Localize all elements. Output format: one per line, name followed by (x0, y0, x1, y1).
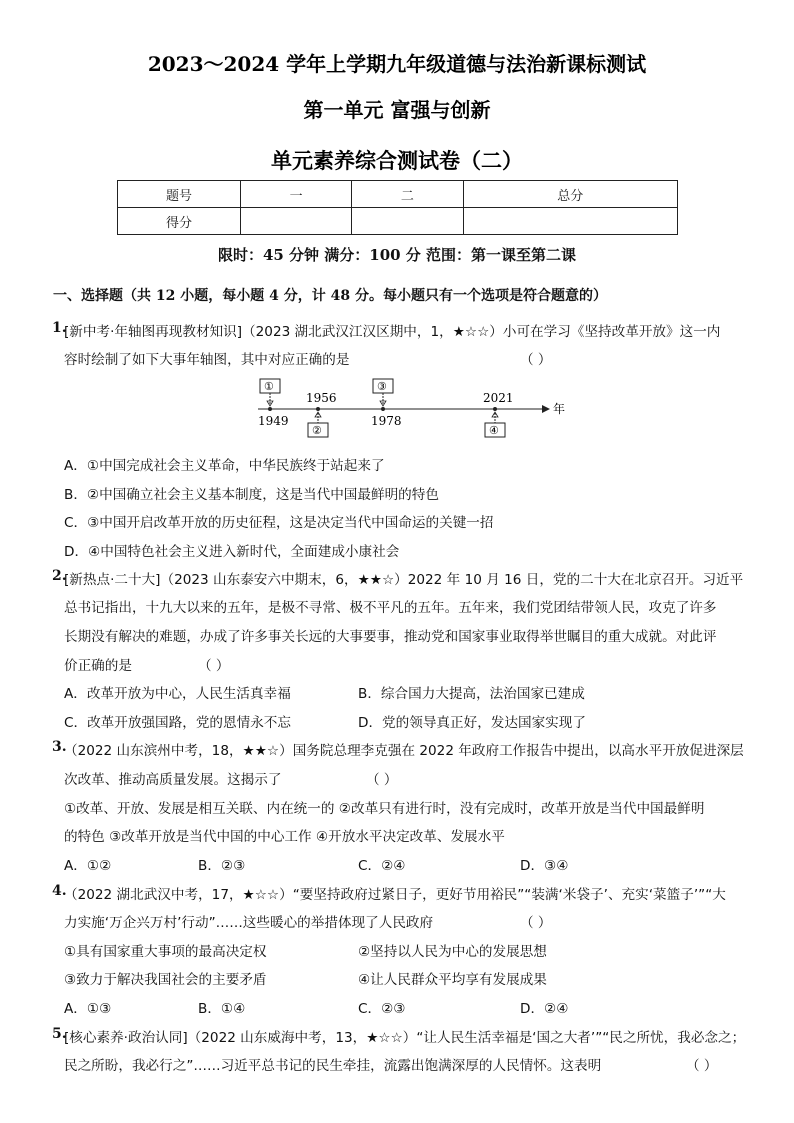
timeline-marker-1 (260, 379, 280, 406)
timeline-year: 2021 (483, 391, 514, 405)
option-d: D．③④ (520, 858, 569, 874)
question-text (64, 348, 754, 368)
option-b: B．综合国力大提高，法治国家已建成 (358, 686, 585, 702)
option-c: C．③中国开启改革开放的历史征程，这是决定当代中国命运的关键一招 (64, 515, 494, 531)
score-table-header-row (118, 181, 678, 208)
answer-paren: （ ） (198, 658, 230, 674)
question-number: 2. (52, 568, 67, 584)
question-text: 长期没有解决的难题，办成了许多事关长远的大事要事，推动党和国家事业取得举世瞩目的重大成就。对此评 (64, 629, 717, 645)
timeline-year: 1978 (371, 414, 402, 428)
score-cell (352, 208, 463, 235)
test-title: 单元素养综合测试卷（二） (271, 148, 523, 173)
question-text: 力实施‘万企兴万村’行动”……这些暖心的举措体现了人民政府 (64, 915, 434, 931)
option-d: D．④中国特色社会主义进入新时代，全面建成小康社会 (64, 544, 400, 560)
question-text: [新中考·年轴图再现教材知识]（2023 湖北武汉江汉区期中，1，★☆☆）小可在学习《坚持改革开放》这一内 (64, 324, 721, 340)
question-text: 总书记指出，十九大以来的五年，是极不寻常、极不平凡的五年。五年来，我们党团结带领人民，攻克了许多 (64, 600, 717, 616)
question-number: 5. (52, 1026, 67, 1042)
question-text: （2022 湖北武汉中考，17，★☆☆）“要坚持政府过紧日子，更好节用裕民”“装满‘米袋子’、充实‘菜篮子’”“大 (64, 887, 726, 903)
statement-3: ③致力于解决我国社会的主要矛盾 (64, 972, 267, 988)
score-cell (241, 208, 352, 235)
timeline-axis-label: 年 (553, 402, 566, 416)
statement-line: 的特色 ③改革开放是当代中国的中心工作 ④开放水平决定改革、发展水平 (64, 829, 505, 845)
question-text: （2022 山东滨州中考，18，★★☆）国务院总理李克强在 2022 年政府工作报告中提出，以高水平开放促进深层 (64, 743, 744, 759)
timeline-marker-2 (308, 412, 328, 437)
question-text: 次改革、推动高质量发展。这揭示了 (64, 772, 282, 788)
timeline-marker-label: ① (264, 380, 274, 393)
score-cell: 总分 (463, 181, 677, 208)
answer-paren: （ ） (520, 352, 552, 368)
answer-paren: （ ） (366, 772, 398, 788)
option-c: C．②④ (358, 858, 406, 874)
question-text: 价正确的是 (64, 658, 132, 674)
score-cell: 题号 (118, 181, 241, 208)
timeline-diagram (250, 375, 570, 441)
timeline-marker-3 (373, 379, 393, 406)
option-b: B．①④ (198, 1001, 246, 1017)
timeline-tick-2021 (483, 391, 514, 411)
option-b: B．②中国确立社会主义基本制度，这是当代中国最鲜明的特色 (64, 487, 439, 503)
question-number: 3. (52, 739, 67, 755)
timeline-arrow (542, 405, 550, 413)
option-a: A．①③ (64, 1001, 112, 1017)
timeline-marker-label: ② (312, 424, 322, 437)
score-table-score-row (118, 208, 678, 235)
option-d: D．②④ (520, 1001, 569, 1017)
question-text: [新热点·二十大]（2023 山东泰安六中期末，6，★★☆）2022 年 10 月 16 日，党的二十大在北京召开。习近平 (64, 572, 744, 588)
statement-1: ①具有国家重大事项的最高决定权 (64, 944, 267, 960)
question-number: 4. (52, 883, 67, 899)
score-cell: 二 (352, 181, 463, 208)
option-a: A．①② (64, 858, 112, 874)
timeline-tick-1956 (306, 391, 337, 411)
option-b: B．②③ (198, 858, 246, 874)
score-cell: 得分 (118, 208, 241, 235)
unit-title: 第一单元 富强与创新 (303, 98, 491, 122)
question-number: 1. (52, 320, 67, 336)
answer-paren: （ ） (520, 915, 552, 931)
statement-4: ④让人民群众平均享有发展成果 (358, 972, 547, 988)
timeline-year: 1956 (306, 391, 337, 405)
option-c: C．改革开放强国路，党的恩情永不忘 (64, 715, 291, 731)
score-table (117, 180, 678, 235)
statement-line: ①改革、开放、发展是相互关联、内在统一的 ②改革只有进行时，没有完成时，改革开放是当代中国最鲜明 (64, 801, 705, 817)
score-cell: 一 (241, 181, 352, 208)
option-d: D．党的领导真正好，发达国家实现了 (358, 715, 586, 731)
timeline-tick-1978 (371, 407, 402, 428)
timeline-year: 1949 (258, 414, 289, 428)
option-c: C．②③ (358, 1001, 406, 1017)
question-text-line: 容时绘制了如下大事年轴图，其中对应正确的是 (64, 352, 350, 368)
answer-paren: （ ） (686, 1058, 718, 1074)
timeline-marker-label: ③ (377, 380, 387, 393)
exam-title: 2023～2024 学年上学期九年级道德与法治新课标测试 (147, 52, 647, 76)
option-a: A．改革开放为中心，人民生活真幸福 (64, 686, 291, 702)
timeline-marker-4 (485, 412, 505, 437)
option-a: A．①中国完成社会主义革命，中华民族终于站起来了 (64, 458, 385, 474)
time-score-range: 限时：45 分钟 满分：100 分 范围：第一课至第二课 (217, 246, 577, 264)
timeline-tick-1949 (258, 407, 289, 428)
timeline-marker-label: ④ (489, 424, 499, 437)
section-heading: 一、选择题（共 12 小题，每小题 4 分，计 48 分。每小题只有一个选项是符合题意的） (53, 288, 607, 304)
question-text: 民之所盼，我必行之”……习近平总书记的民生牵挂，流露出饱满深厚的人民情怀。这表明 (64, 1058, 602, 1074)
score-cell (463, 208, 677, 235)
question-text: [核心素养·政治认同]（2022 山东威海中考，13，★☆☆）“让人民生活幸福是‘国之大者’”“民之所忧，我必念之； (64, 1030, 746, 1046)
statement-2: ②坚持以人民为中心的发展思想 (358, 944, 547, 960)
